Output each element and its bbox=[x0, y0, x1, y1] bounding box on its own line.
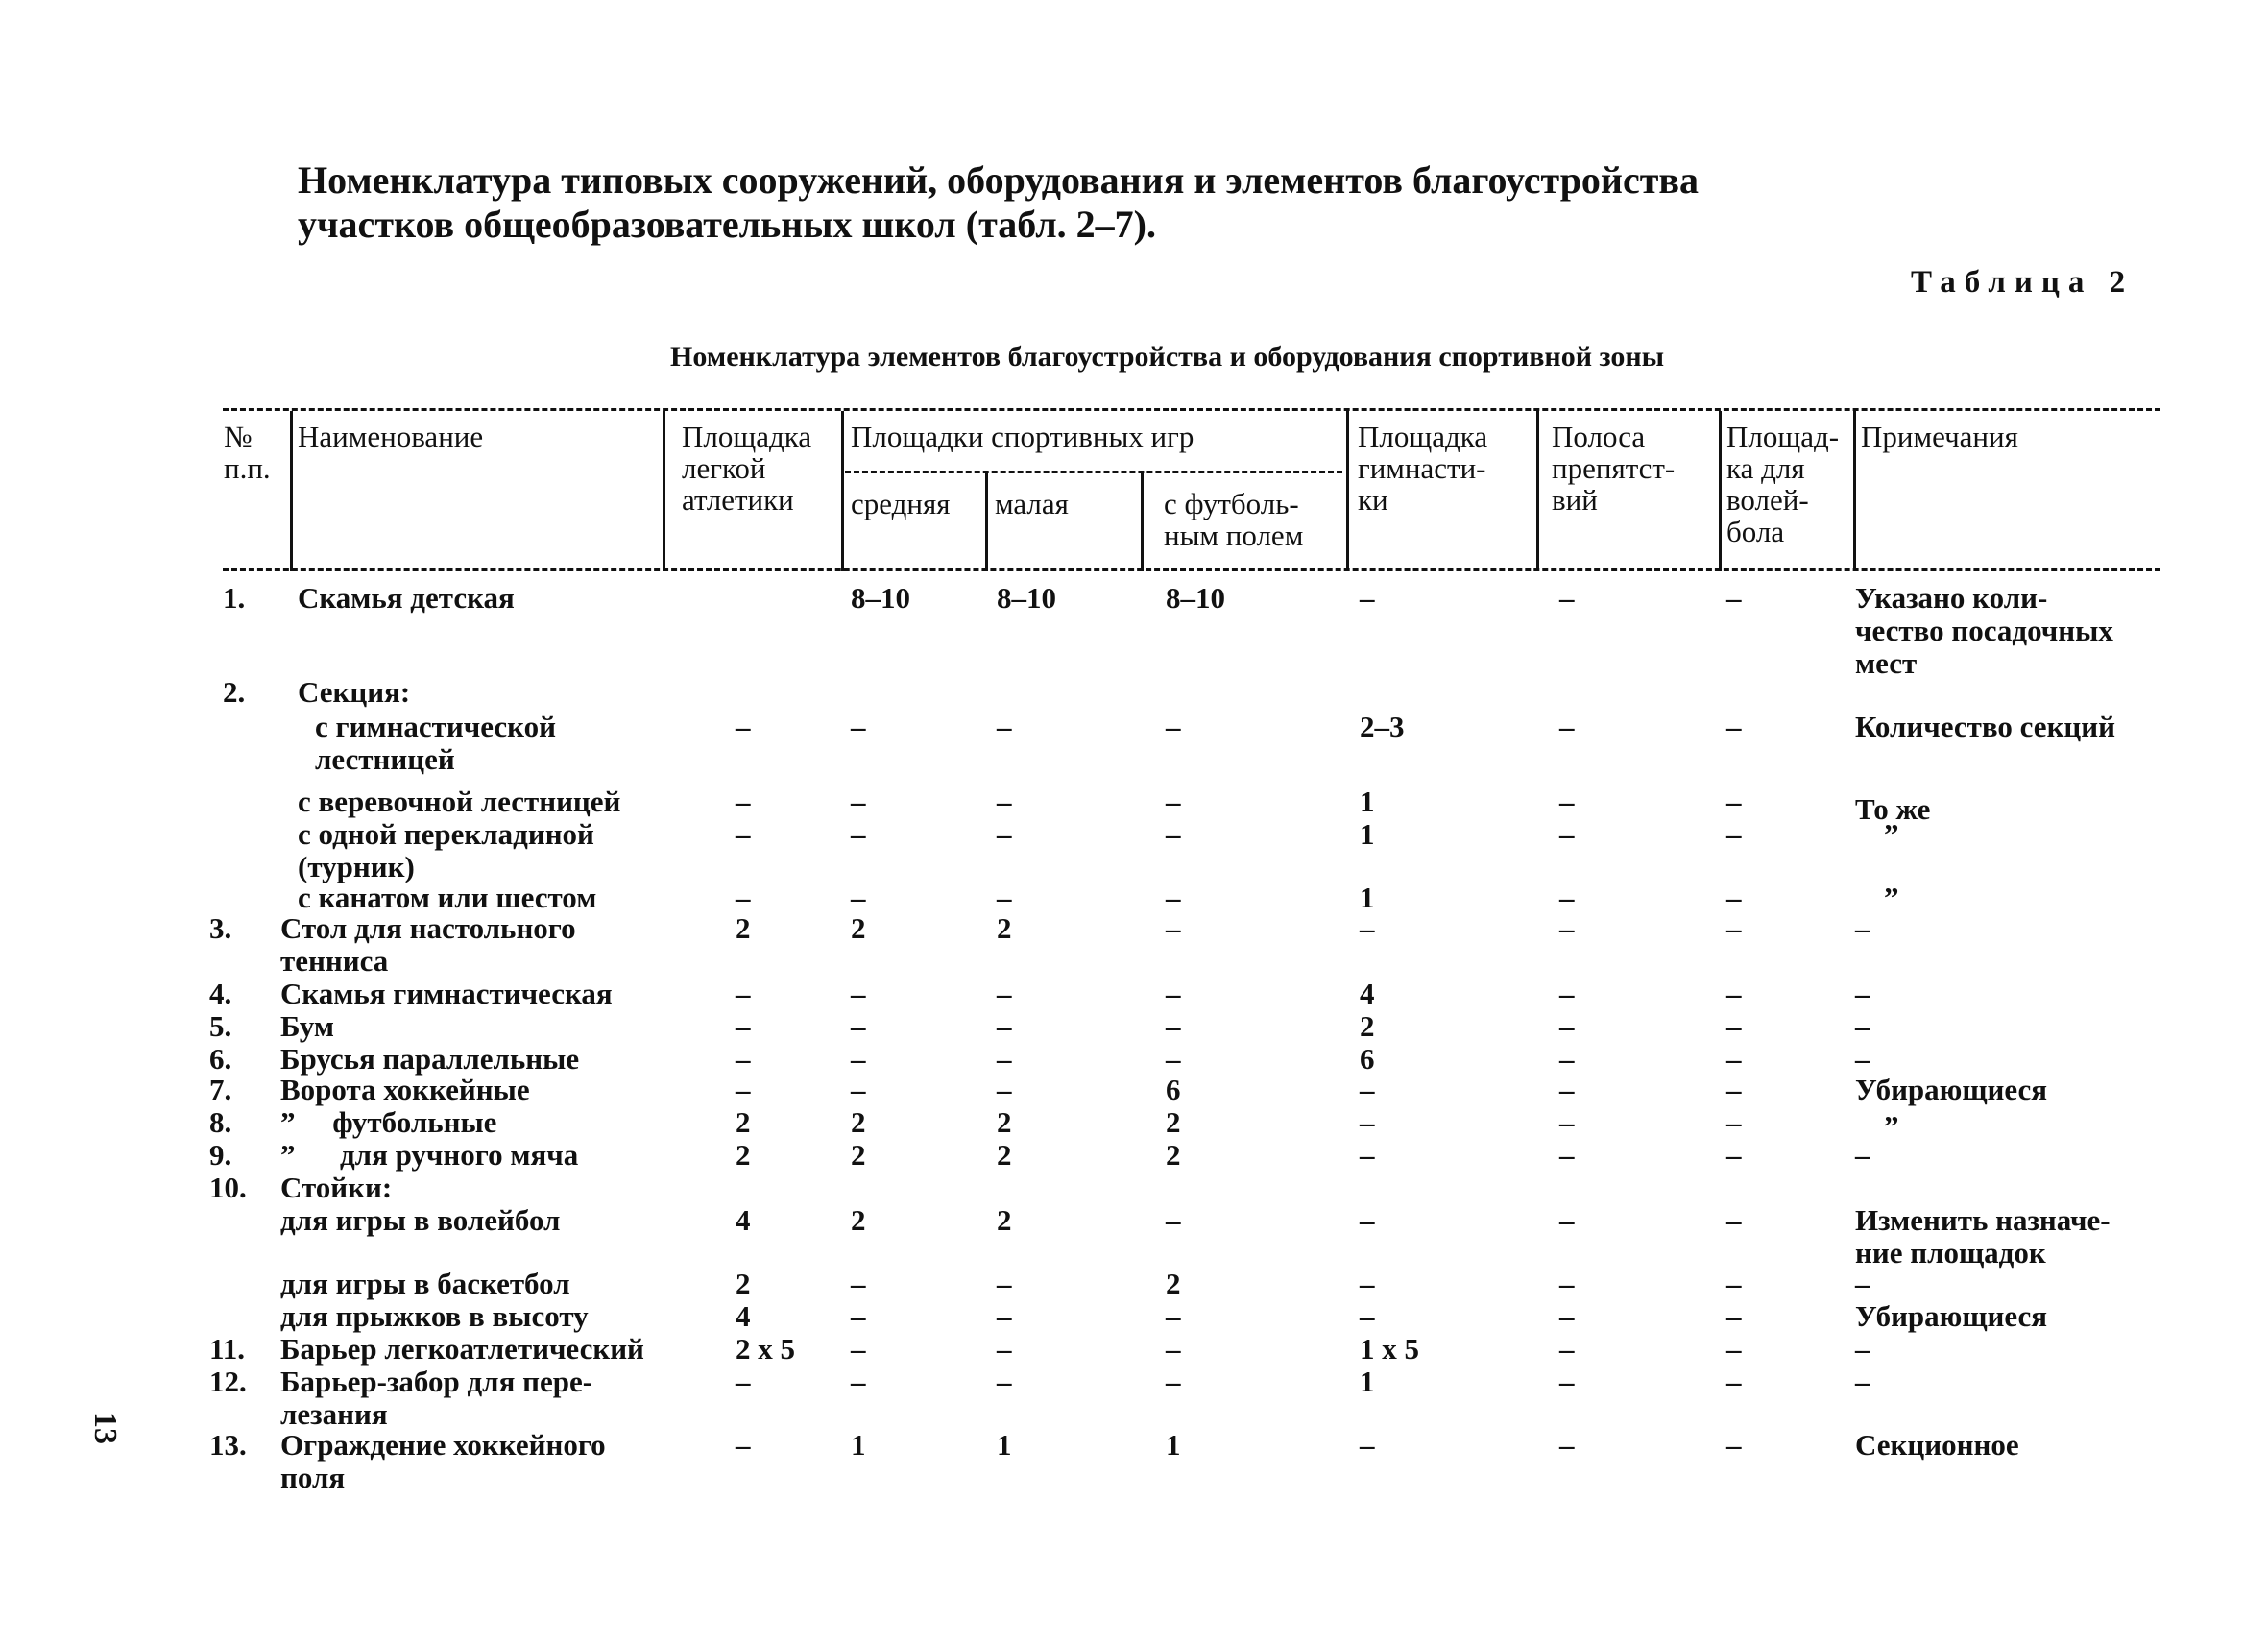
row-value-c4: – bbox=[1166, 710, 1181, 743]
col-separator bbox=[985, 471, 988, 571]
row-value-c3: – bbox=[997, 785, 1012, 818]
row-value-c4: – bbox=[1166, 817, 1181, 851]
row-value-c3: 1 bbox=[997, 1428, 1012, 1462]
header-num: № п.п. bbox=[224, 420, 271, 485]
row-name: для игры в баскетбол bbox=[280, 1267, 570, 1300]
row-value-c7: – bbox=[1726, 1203, 1742, 1237]
row-value-c2: – bbox=[851, 1073, 866, 1106]
row-value-c6: – bbox=[1559, 1299, 1575, 1333]
row-value-c1: 2 bbox=[736, 1267, 751, 1300]
row-value-c6: – bbox=[1559, 1365, 1575, 1398]
row-name: Стойки: bbox=[280, 1171, 393, 1204]
row-value-c4: – bbox=[1166, 1332, 1181, 1366]
row-value-c5: 1 bbox=[1360, 817, 1375, 851]
col-separator bbox=[290, 411, 293, 571]
row-value-c6: – bbox=[1559, 581, 1575, 615]
row-value-c4: – bbox=[1166, 1203, 1181, 1237]
row-value-c3: – bbox=[997, 1042, 1012, 1076]
row-value-c2: – bbox=[851, 817, 866, 851]
row-number: 7. bbox=[209, 1073, 232, 1106]
row-value-c7: – bbox=[1726, 1073, 1742, 1106]
row-value-c4: – bbox=[1166, 911, 1181, 945]
header-notes: Примечания bbox=[1861, 420, 2018, 453]
row-number: 13. bbox=[209, 1428, 247, 1462]
row-value-c2: – bbox=[851, 1332, 866, 1366]
row-note: ” bbox=[1884, 817, 1899, 851]
col-separator bbox=[1853, 411, 1856, 571]
row-number: 4. bbox=[209, 977, 232, 1010]
row-value-c1: – bbox=[736, 1428, 751, 1462]
row-number: 2. bbox=[223, 675, 246, 709]
row-value-c3: – bbox=[997, 710, 1012, 743]
row-value-c5: – bbox=[1360, 1138, 1375, 1172]
table-header-bottom-rule bbox=[223, 568, 2160, 571]
row-name: с веревочной лестницей bbox=[298, 785, 621, 818]
header-gymnastics: Площадка гимнасти- ки bbox=[1358, 420, 1488, 517]
row-value-c5: – bbox=[1360, 581, 1375, 615]
page-number: 13 bbox=[87, 1412, 123, 1444]
header-medium: средняя bbox=[851, 487, 951, 520]
row-value-c2: 1 bbox=[851, 1428, 866, 1462]
row-value-c6: – bbox=[1559, 881, 1575, 914]
row-value-c4: 2 bbox=[1166, 1267, 1181, 1300]
header-name: Наименование bbox=[298, 420, 484, 453]
row-value-c5: 4 bbox=[1360, 977, 1375, 1010]
row-value-c1: 2 bbox=[736, 1138, 751, 1172]
row-name: Барьер легкоатлетический bbox=[280, 1332, 644, 1366]
row-value-c5: 2 bbox=[1360, 1009, 1375, 1043]
row-value-c7: – bbox=[1726, 1105, 1742, 1139]
col-separator bbox=[1719, 411, 1722, 571]
row-value-c5: 6 bbox=[1360, 1042, 1375, 1076]
row-note: Убирающиеся bbox=[1855, 1073, 2048, 1106]
row-value-c7: – bbox=[1726, 1042, 1742, 1076]
row-note: – bbox=[1855, 1332, 1870, 1366]
row-value-c4: – bbox=[1166, 1042, 1181, 1076]
header-sport-games: Площадки спортивных игр bbox=[851, 420, 1194, 453]
row-note: Изменить назначе- ние площадок bbox=[1855, 1203, 2111, 1270]
row-value-c7: – bbox=[1726, 1365, 1742, 1398]
header-volleyball: Площад- ка для волей- бола bbox=[1726, 420, 1840, 548]
row-value-c3: – bbox=[997, 881, 1012, 914]
row-note: – bbox=[1855, 1138, 1870, 1172]
row-value-c6: – bbox=[1559, 1428, 1575, 1462]
row-note: – bbox=[1855, 911, 1870, 945]
row-value-c7: – bbox=[1726, 785, 1742, 818]
row-value-c5: – bbox=[1360, 1105, 1375, 1139]
row-name: с канатом или шестом bbox=[298, 881, 597, 914]
row-value-c3: – bbox=[997, 1299, 1012, 1333]
row-value-c2: – bbox=[851, 977, 866, 1010]
row-value-c3: – bbox=[997, 1332, 1012, 1366]
row-value-c5: 2–3 bbox=[1360, 710, 1405, 743]
row-name: Барьер-забор для пере- лезания bbox=[280, 1365, 593, 1431]
row-note: – bbox=[1855, 1365, 1870, 1398]
row-value-c6: – bbox=[1559, 1073, 1575, 1106]
row-value-c5: – bbox=[1360, 911, 1375, 945]
row-value-c4: – bbox=[1166, 881, 1181, 914]
page-heading bbox=[298, 158, 1699, 247]
row-value-c5: 1 bbox=[1360, 881, 1375, 914]
row-value-c5: – bbox=[1360, 1299, 1375, 1333]
row-value-c7: – bbox=[1726, 977, 1742, 1010]
row-value-c7: – bbox=[1726, 1138, 1742, 1172]
row-value-c1: – bbox=[736, 881, 751, 914]
row-value-c4: 6 bbox=[1166, 1073, 1181, 1106]
row-name: Ворота хоккейные bbox=[280, 1073, 530, 1106]
row-name: с гимнастической лестницей bbox=[315, 710, 556, 776]
row-name: Брусья параллельные bbox=[280, 1042, 580, 1076]
row-value-c4: 8–10 bbox=[1166, 581, 1225, 615]
row-value-c6: – bbox=[1559, 911, 1575, 945]
row-value-c3: 8–10 bbox=[997, 581, 1056, 615]
row-number: 8. bbox=[209, 1105, 232, 1139]
row-value-c3: – bbox=[997, 1365, 1012, 1398]
row-value-c4: – bbox=[1166, 785, 1181, 818]
row-name: ” футбольные bbox=[280, 1105, 497, 1139]
header-football: с футболь- ным полем bbox=[1164, 487, 1304, 552]
row-value-c5: 1 х 5 bbox=[1360, 1332, 1419, 1366]
row-value-c7: – bbox=[1726, 1428, 1742, 1462]
page-heading-line-1: Номенклатура типовых сооружений, оборудования и элементов благоустройства bbox=[298, 158, 1699, 202]
row-value-c7: – bbox=[1726, 1299, 1742, 1333]
row-value-c4: – bbox=[1166, 1365, 1181, 1398]
row-value-c3: – bbox=[997, 817, 1012, 851]
row-value-c2: – bbox=[851, 1299, 866, 1333]
row-value-c2: 2 bbox=[851, 1203, 866, 1237]
row-note: ” bbox=[1884, 881, 1899, 914]
row-note: – bbox=[1855, 1042, 1870, 1076]
row-name: Стол для настольного тенниса bbox=[280, 911, 576, 978]
row-value-c1: – bbox=[736, 1009, 751, 1043]
header-obstacle: Полоса препятст- вий bbox=[1552, 420, 1676, 517]
row-value-c7: – bbox=[1726, 1267, 1742, 1300]
row-value-c6: – bbox=[1559, 710, 1575, 743]
row-value-c6: – bbox=[1559, 1332, 1575, 1366]
row-value-c6: – bbox=[1559, 1105, 1575, 1139]
row-number: 9. bbox=[209, 1138, 232, 1172]
row-value-c2: – bbox=[851, 881, 866, 914]
row-value-c1: – bbox=[736, 817, 751, 851]
row-value-c4: 2 bbox=[1166, 1105, 1181, 1139]
row-number: 10. bbox=[209, 1171, 247, 1204]
row-name: Скамья гимнастическая bbox=[280, 977, 613, 1010]
table-label: Таблица 2 bbox=[1911, 265, 2135, 300]
row-value-c5: – bbox=[1360, 1203, 1375, 1237]
row-value-c1: – bbox=[736, 785, 751, 818]
row-value-c2: – bbox=[851, 1042, 866, 1076]
row-value-c3: 2 bbox=[997, 1105, 1012, 1139]
row-value-c1: – bbox=[736, 977, 751, 1010]
row-value-c2: – bbox=[851, 1267, 866, 1300]
row-number: 3. bbox=[209, 911, 232, 945]
row-name: для игры в волейбол bbox=[280, 1203, 561, 1237]
row-value-c6: – bbox=[1559, 785, 1575, 818]
row-value-c6: – bbox=[1559, 1267, 1575, 1300]
row-value-c2: 2 bbox=[851, 911, 866, 945]
row-value-c7: – bbox=[1726, 911, 1742, 945]
page-heading-line-2: участков общеобразовательных школ (табл. 2–7). bbox=[298, 203, 1156, 246]
row-value-c3: 2 bbox=[997, 1203, 1012, 1237]
row-name: Скамья детская bbox=[298, 581, 515, 615]
row-value-c2: 2 bbox=[851, 1138, 866, 1172]
row-value-c1: – bbox=[736, 1042, 751, 1076]
row-note: Количество секций bbox=[1855, 710, 2116, 743]
row-note: То же bbox=[1855, 792, 1931, 826]
row-value-c3: – bbox=[997, 1267, 1012, 1300]
row-name: с одной перекладиной (турник) bbox=[298, 817, 594, 883]
row-value-c4: 2 bbox=[1166, 1138, 1181, 1172]
row-value-c1: – bbox=[736, 710, 751, 743]
row-number: 12. bbox=[209, 1365, 247, 1398]
row-note: Указано коли- чество посадочных мест bbox=[1855, 581, 2113, 680]
row-value-c1: 2 х 5 bbox=[736, 1332, 795, 1366]
col-separator bbox=[663, 411, 665, 571]
row-value-c6: – bbox=[1559, 1042, 1575, 1076]
row-value-c4: – bbox=[1166, 1009, 1181, 1043]
row-value-c1: – bbox=[736, 1365, 751, 1398]
row-note: Секционное bbox=[1855, 1428, 2019, 1462]
row-note: – bbox=[1855, 1009, 1870, 1043]
row-value-c6: – bbox=[1559, 1009, 1575, 1043]
row-value-c3: – bbox=[997, 977, 1012, 1010]
row-value-c6: – bbox=[1559, 977, 1575, 1010]
row-value-c2: – bbox=[851, 710, 866, 743]
row-value-c5: 1 bbox=[1360, 785, 1375, 818]
table-top-rule bbox=[223, 408, 2160, 411]
row-value-c3: 2 bbox=[997, 1138, 1012, 1172]
header-athletics: Площадка легкой атлетики bbox=[682, 420, 812, 517]
table-title: Номенклатура элементов благоустройства и оборудования спортивной зоны bbox=[670, 341, 1665, 373]
row-value-c4: – bbox=[1166, 977, 1181, 1010]
col-separator bbox=[1536, 411, 1539, 571]
row-value-c1: 4 bbox=[736, 1299, 751, 1333]
row-note: Убирающиеся bbox=[1855, 1299, 2048, 1333]
row-name: ” для ручного мяча bbox=[280, 1138, 579, 1172]
row-number: 1. bbox=[223, 581, 246, 615]
row-value-c2: 2 bbox=[851, 1105, 866, 1139]
row-number: 5. bbox=[209, 1009, 232, 1043]
row-value-c6: – bbox=[1559, 1138, 1575, 1172]
row-value-c7: – bbox=[1726, 817, 1742, 851]
row-value-c5: 1 bbox=[1360, 1365, 1375, 1398]
row-name: Бум bbox=[280, 1009, 334, 1043]
row-name: для прыжков в высоту bbox=[280, 1299, 589, 1333]
row-value-c2: – bbox=[851, 1009, 866, 1043]
row-note: – bbox=[1855, 977, 1870, 1010]
row-value-c7: – bbox=[1726, 581, 1742, 615]
header-small: малая bbox=[995, 487, 1069, 520]
row-note: – bbox=[1855, 1267, 1870, 1300]
row-name: Ограждение хоккейного поля bbox=[280, 1428, 606, 1494]
row-value-c6: – bbox=[1559, 1203, 1575, 1237]
row-value-c3: – bbox=[997, 1009, 1012, 1043]
row-value-c7: – bbox=[1726, 1332, 1742, 1366]
row-number: 11. bbox=[209, 1332, 246, 1366]
row-value-c3: 2 bbox=[997, 911, 1012, 945]
row-value-c1: – bbox=[736, 1073, 751, 1106]
row-name: Секция: bbox=[298, 675, 411, 709]
row-value-c2: – bbox=[851, 1365, 866, 1398]
row-value-c7: – bbox=[1726, 1009, 1742, 1043]
row-value-c7: – bbox=[1726, 710, 1742, 743]
row-value-c6: – bbox=[1559, 817, 1575, 851]
row-value-c7: – bbox=[1726, 881, 1742, 914]
row-value-c3: – bbox=[997, 1073, 1012, 1106]
col-separator bbox=[841, 411, 844, 571]
row-value-c5: – bbox=[1360, 1073, 1375, 1106]
row-value-c4: 1 bbox=[1166, 1428, 1181, 1462]
row-value-c5: – bbox=[1360, 1267, 1375, 1300]
row-value-c1: 2 bbox=[736, 911, 751, 945]
row-value-c1: 2 bbox=[736, 1105, 751, 1139]
col-separator bbox=[1346, 411, 1349, 571]
col-separator bbox=[1141, 471, 1144, 571]
row-note: ” bbox=[1884, 1109, 1899, 1143]
row-number: 6. bbox=[209, 1042, 232, 1076]
row-value-c1: 4 bbox=[736, 1203, 751, 1237]
row-value-c2: – bbox=[851, 785, 866, 818]
row-value-c4: – bbox=[1166, 1299, 1181, 1333]
row-value-c2: 8–10 bbox=[851, 581, 910, 615]
sport-games-subrule bbox=[845, 471, 1342, 473]
row-value-c5: – bbox=[1360, 1428, 1375, 1462]
